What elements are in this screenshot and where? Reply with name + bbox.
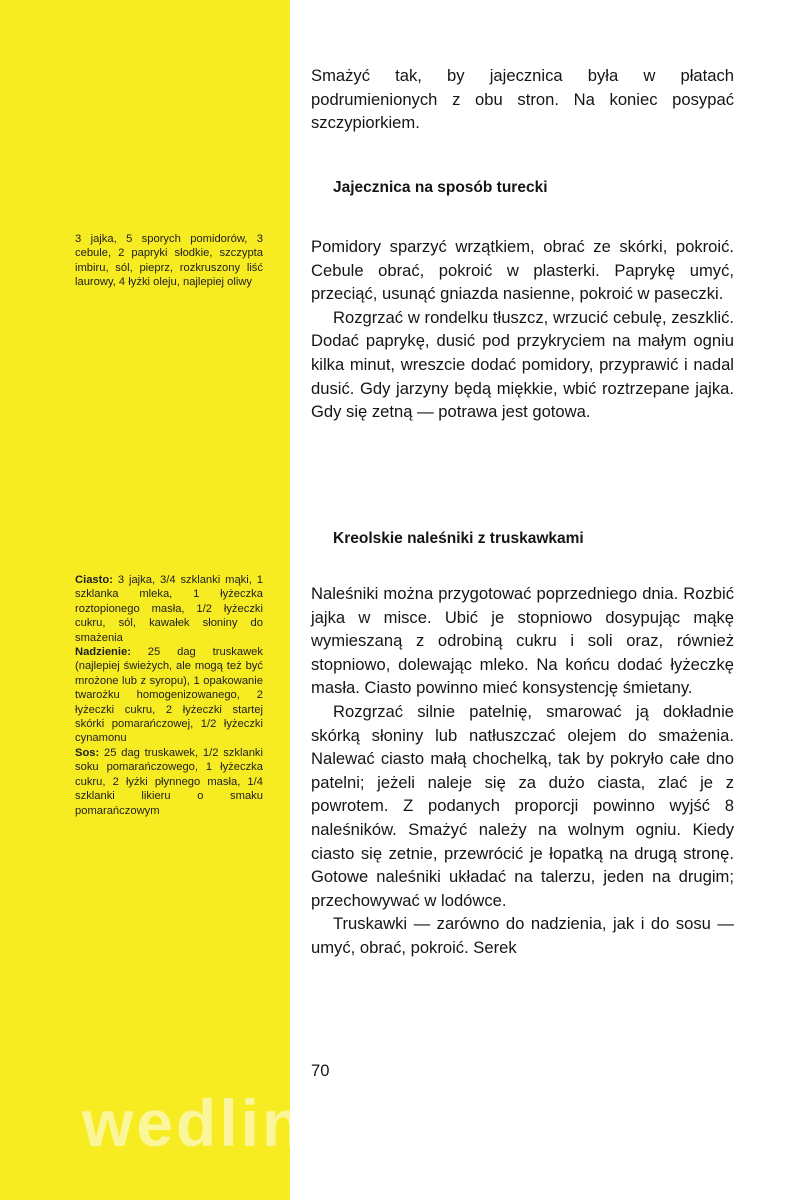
recipe-title-scrambled-eggs-turkish: Jajecznica na sposób turecki	[333, 179, 548, 196]
recipe-body-scrambled-eggs-turkish	[311, 235, 734, 424]
recipe-title-creole-pancakes: Kreolskie naleśniki z truskawkami	[333, 530, 584, 547]
ingredients-sauce-text: 25 dag truskawek, 1/2 szklanki soku pomarańczowego, 1 łyżeczka cukru, 2 łyżki płynnego masła, 1/4 szklanki likieru o smaku pomarańczowym	[75, 746, 263, 817]
page-number: 70	[311, 1061, 330, 1080]
ingredients-scrambled-eggs-turkish	[75, 232, 263, 290]
ingredients-dough	[75, 573, 263, 645]
recipe-paragraph: Naleśniki można przygotować poprzedniego dnia. Rozbić jajka w misce. Ubić je stopniowo dosypując mąkę wymieszaną z odrobiną cukru i soli oraz, również stopniowo, dolewając mleko. Na końcu dodać łyżeczkę masła. Ciasto powinno mieć konsystencję śmietany.	[311, 584, 734, 698]
ingredients-text: 3 jajka, 5 sporych pomidorów, 3 cebule, 2 papryki słodkie, szczypta imbiru, sól, pieprz, rozkruszony liść laurowy, 4 łyżki oleju, najlepiej oliwy	[75, 233, 263, 289]
ingredients-filling	[75, 645, 263, 746]
intro-paragraph	[311, 64, 734, 135]
ingredients-filling-label: Nadzienie:	[75, 646, 131, 659]
ingredients-creole-pancakes	[75, 573, 263, 818]
watermark: wedlinydomowe.pl	[82, 1086, 717, 1160]
recipe-body-creole-pancakes	[311, 582, 734, 960]
recipe-paragraph: Rozgrzać silnie patelnię, smarować ją dokładnie skórką słoniny lub natłuszczać olejem do smażenia. Nalewać ciasto małą chochelką, tak by pokryło całe dno patelni; jeżeli naleje się za dużo ciasta, zlać je z powrotem. Z podanych proporcji powinno wyjść 8 naleśników. Smażyć należy na wolnym ogniu. Kiedy ciasto się zetnie, przewrócić je łopatką na drugą stronę. Gotowe naleśniki układać na talerzu, jeden na drugim; przechowywać w lodówce.	[311, 701, 734, 910]
intro-text: Smażyć tak, by jajecznica była w płatach podrumienionych z obu stron. Na koniec posypać szczypiorkiem.	[311, 66, 734, 133]
recipe-paragraph: Pomidory sparzyć wrzątkiem, obrać ze skórki, pokroić. Cebule obrać, pokroić w plasterki. Paprykę umyć, przeciąć, usunąć gniazda nasienne, pokroić w paseczki.	[311, 237, 734, 304]
ingredients-dough-label: Ciasto:	[75, 574, 113, 586]
ingredients-filling-text: 25 dag truskawek (najlepiej świeżych, ale mogą też być mrożone lub z syropu), 1 opakowanie twarożku homogenizowanego, 2 łyżeczki cukru, 2 łyżeczki startej skórki pomarańczowej, 1/2 łyżeczki cynamonu	[75, 646, 263, 745]
ingredients-sauce-label: Sos:	[75, 746, 100, 759]
recipe-paragraph: Rozgrzać w rondelku tłuszcz, wrzucić cebulę, zeszklić. Dodać paprykę, dusić pod przykryciem na małym ogniu kilka minut, wreszcie dodać pomidory, przyprawić i nadal dusić. Gdy jarzyny będą miękkie, wbić roztrzepane jajka. Gdy się zetną — potrawa jest gotowa.	[311, 307, 734, 422]
ingredients-dough-text: 3 jajka, 3/4 szklanki mąki, 1 szklanka mleka, 1 łyżeczka roztopionego masła, 1/2 łyżeczki cukru, sól, kawałek słoniny do smażenia	[75, 574, 263, 644]
ingredients-sauce	[75, 746, 263, 818]
ingredients-sidebar	[0, 0, 290, 1200]
recipe-paragraph: Truskawki — zarówno do nadzienia, jak i do sosu — umyć, obrać, pokroić. Serek	[311, 914, 734, 957]
